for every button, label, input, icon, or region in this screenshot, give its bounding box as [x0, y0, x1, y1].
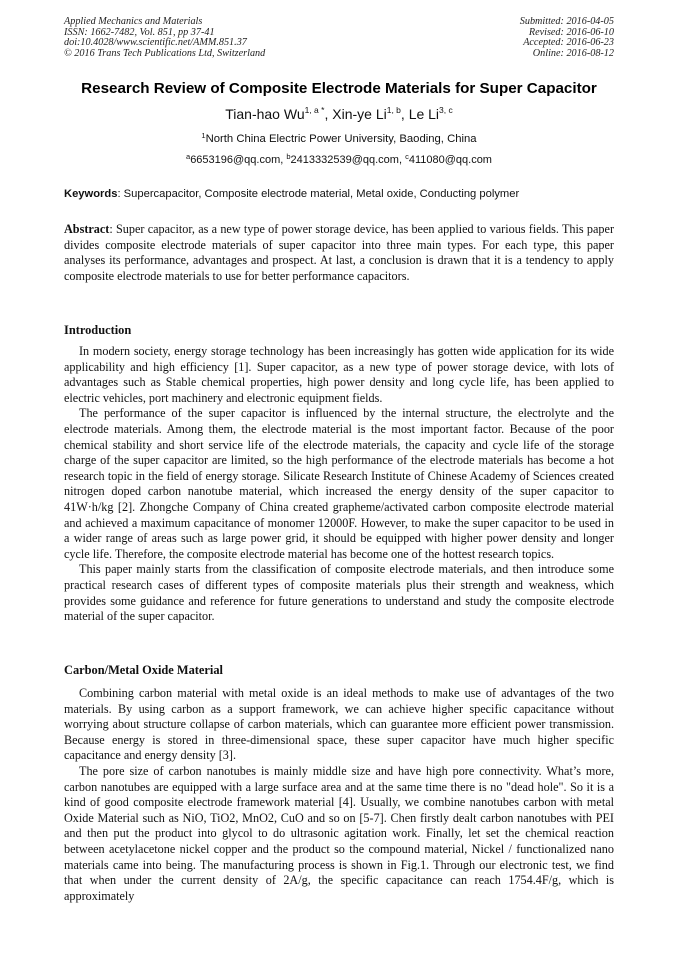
paragraph: Combining carbon material with metal oxide is an ideal methods to make use of advantages of the two materials. By using carbon as a support framework, we can achieve higher specific capacitance without worrying about structure collapse of carbon materials, which can guarantee more efficient power transmission. Because energy is stored in three-dimensional space, these super capacitor have much higher specific capacitance and energy density [3].	[64, 686, 614, 763]
section-carbon-metal-oxide	[64, 686, 614, 904]
section-introduction	[64, 344, 614, 625]
author-name: Xin-ye Li	[332, 106, 387, 122]
affiliation-mark: 1	[201, 131, 206, 140]
author-list: Tian-hao $Wu^{1, a *}$, Xin-ye Li$^{1, b}$, Le Li$^{3, c}$	[225, 105, 453, 122]
affiliation-text: North China Electric Power University, Baoding, China	[205, 133, 477, 145]
author-affiliation-mark: 1, a *	[304, 105, 325, 115]
author-name: Tian-hao Wu	[225, 106, 305, 122]
submission-dates	[520, 17, 614, 59]
email-list: $^a$6653196@qq.com, $^b$2413332539@qq.com, $^c$411080@qq.com	[186, 152, 492, 166]
date-accepted: Accepted: 2016-06-23	[523, 37, 614, 49]
author-name: Le Li	[408, 106, 440, 122]
abstract-label: Abstract	[64, 222, 110, 236]
abstract-text: : Super capacitor, as a new type of power storage device, has been applied to various fields. This paper divides composite electrode materials of super capacitor into three main types. For each type, this paper analyses its performance, advantages and prospect. At last, a conclusion is drawn that it is a tendency to apply composite electrode materials to use for better performance capacitors.	[64, 222, 614, 283]
author-affiliation-mark: 1, b	[386, 105, 401, 115]
email-link[interactable]: 6653196@qq.com	[190, 154, 281, 166]
keywords-label: Keywords	[64, 188, 118, 200]
journal-info	[64, 17, 265, 59]
abstract	[64, 222, 614, 284]
section-heading-carbon-metal-oxide: Carbon/Metal Oxide Material	[64, 663, 223, 677]
paragraph: This paper mainly starts from the classification of composite electrode materials, and then introduce some practical research cases of different types of composite materials plus their strength and weakness, which provides some guidance and reference for future generations to understand and study the composite electrode material of the super capacitor.	[64, 562, 614, 624]
email-link[interactable]: 411080@qq.com	[408, 154, 492, 166]
date-online: Online: 2016-08-12	[532, 47, 614, 59]
date-revised: Revised: 2016-06-10	[528, 26, 614, 38]
paragraph: The pore size of carbon nanotubes is mainly middle size and have high pore connectivity. What’s more, carbon nanotubes are equipped with a large surface area and at the same time there is no "dead hole". So it is a kind of good composite electrode framework material [4]. Usually, we combine nanotubes carbon with metal Oxide Material such as NiO, TiO2, MnO2, CuO and so on [5-7]. Chen firstly dealt carbon nanotubes with PEI and then put the product into glycol to do ultrasonic agitation work. Finally, let set the chemical reaction between acetylacetone nickel copper and the product so the compound material, Nickel / functionalized nano materials came into being. The manufacturing process is shown in Fig.1. Through our electronic test, we find that when under the current density of 2A/g, the specific capacitance can reach 1754.4F/g, which is approximately	[64, 763, 614, 903]
email-mark: b	[286, 152, 291, 161]
paper-title: Research Review of Composite Electrode Materials for Super Capacitor	[81, 80, 597, 97]
keywords-text: : Supercapacitor, Composite electrode material, Metal oxide, Conducting polymer	[117, 188, 520, 200]
paragraph: The performance of the super capacitor is influenced by the internal structure, the electrolyte and the electrode materials. Among them, the electrode material is the most important factor. Because of the poor chemical stability and short service life of the electrode materials, the capacity and cycle life of the storage charge of the super capacitor are limited, so the high performance of the electrode materials has become a hot research topic in the field of energy storage. Silicate Research Institute of Chinese Academy of Sciences created nitrogen doped carbon nanotube material, which increased the energy density of the super capacitor to 41W·h/kg [2]. Zhongche Company of China created grapheme/activated carbon composite electrode material and achieved a maximum capacitance of monomer 12000F. However, to make the super capacitor to be used in a wider range of areas such as large power grid, it should be equipped with higher power density and longer cycle life. Therefore, the composite electrode material has become one of the hottest research topics.	[64, 406, 614, 561]
journal-issn: ISSN: 1662-7482, Vol. 851, pp 37-41	[64, 26, 215, 38]
affiliation	[40, 132, 638, 146]
journal-doi: doi:10.4028/www.scientific.net/AMM.851.37	[64, 37, 247, 49]
date-submitted: Submitted: 2016-04-05	[519, 16, 614, 27]
journal-name: Applied Mechanics and Materials	[64, 16, 203, 27]
email-mark: a	[186, 152, 191, 161]
paragraph: In modern society, energy storage technology has been increasingly has gotten wide application for its wide applicability and high efficiency [1]. Super capacitor, as a new type of power storage device, with lots of advantages such as Stable chemical properties, high power density and long cycle life, has been applied to electric vehicles, port machinery and electronic equipment fields.	[64, 344, 614, 405]
email-link[interactable]: 2413332539@qq.com	[290, 154, 399, 166]
section-heading-introduction: Introduction	[64, 323, 132, 337]
journal-copyright: © 2016 Trans Tech Publications Ltd, Switzerland	[64, 47, 266, 59]
author-affiliation-mark: 3, c	[439, 105, 453, 115]
keywords	[64, 187, 624, 201]
email-mark: c	[405, 152, 409, 161]
